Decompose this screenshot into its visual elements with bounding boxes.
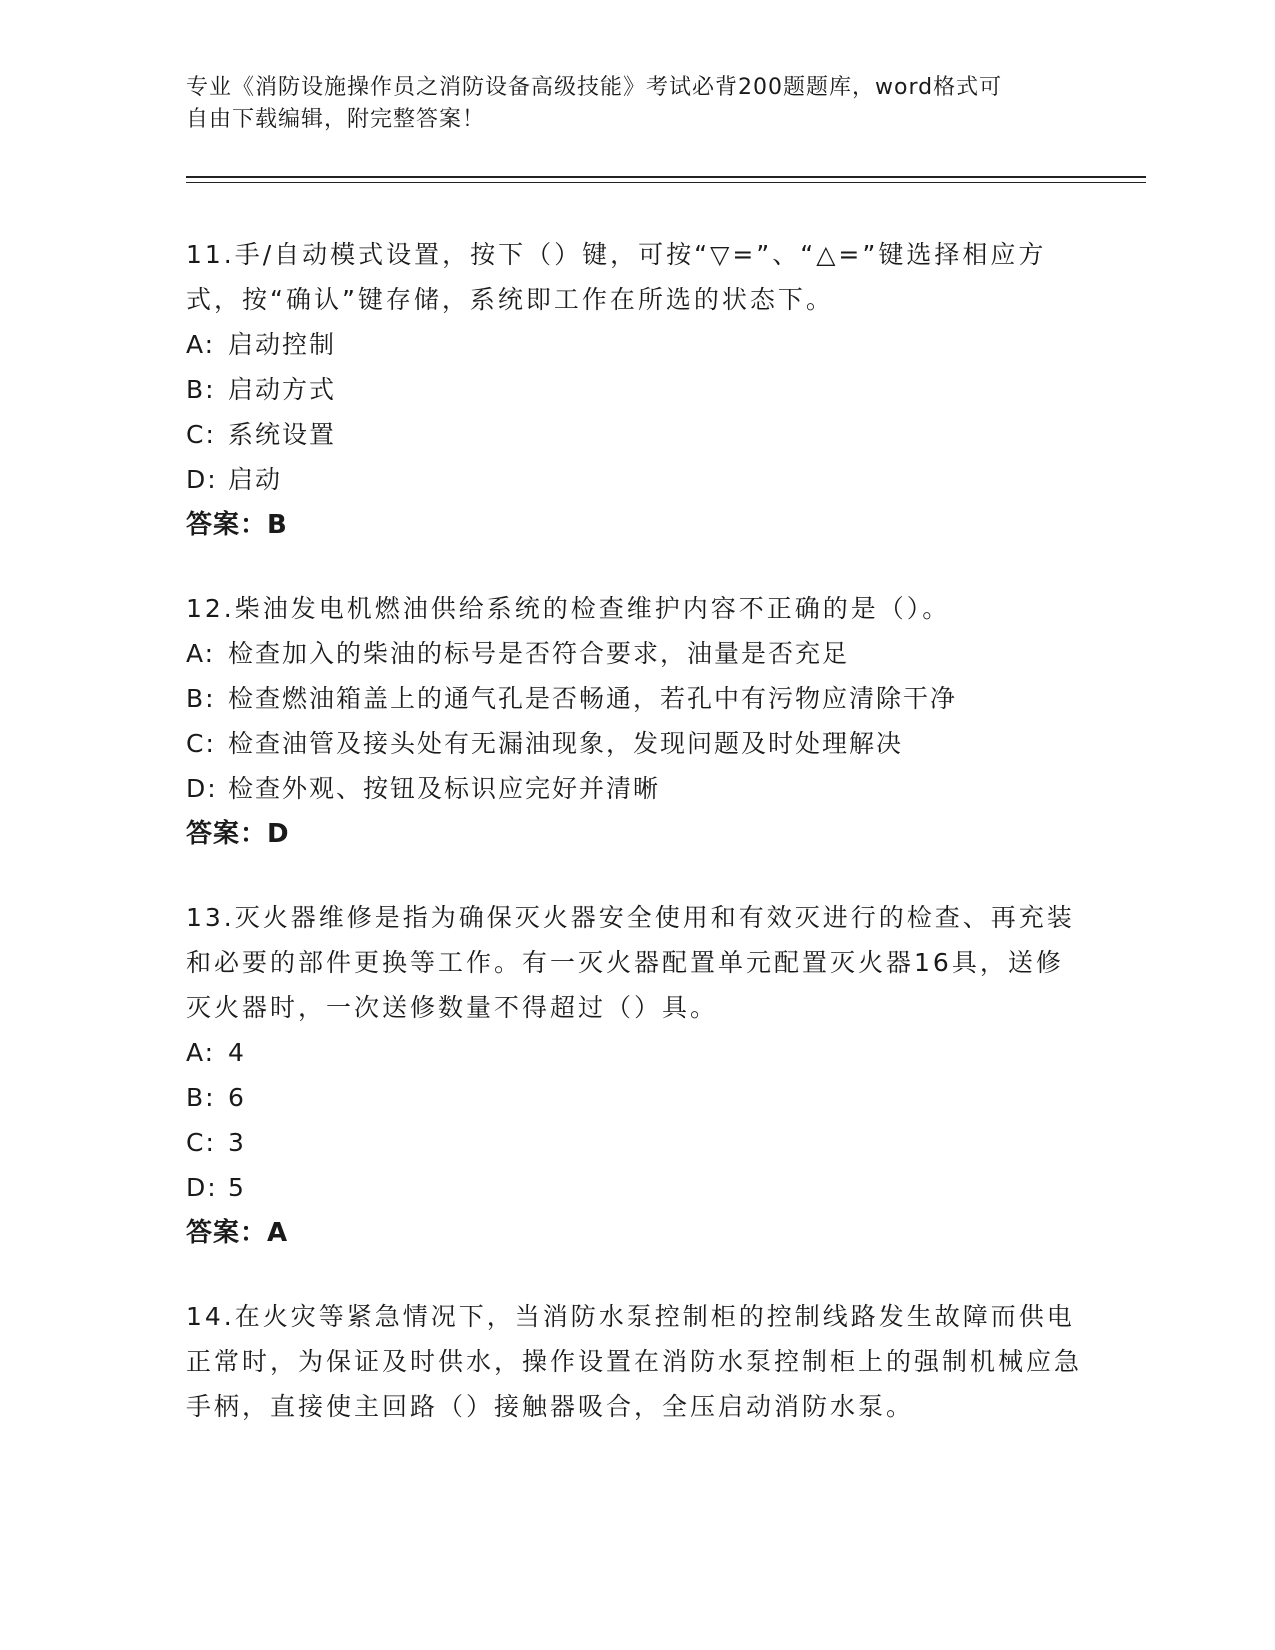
option-key: C: (186, 420, 216, 449)
question-13 (186, 895, 1086, 1256)
question-14 (186, 1294, 1086, 1429)
header-line-1: 专业《消防设施操作员之消防设备高级技能》考试必背200题题库，word格式可 (186, 75, 1003, 100)
option-text: 启动控制 (228, 330, 337, 359)
option-a (186, 1030, 1086, 1075)
option-key: A: (186, 1038, 216, 1067)
question-stem: 11.手/自动模式设置，按下（）键，可按“▽=”、“△=”键选择相应方式，按“确认”键存储，系统即工作在所选的状态下。 (186, 240, 1047, 314)
option-text: 5 (228, 1173, 246, 1202)
option-b (186, 676, 1086, 721)
option-key: C: (186, 729, 216, 758)
option-text: 启动 (228, 465, 283, 494)
option-text: 系统设置 (228, 420, 337, 449)
option-d (186, 1165, 1086, 1210)
option-text: 启动方式 (228, 375, 337, 404)
option-key: D: (186, 774, 218, 803)
option-key: A: (186, 330, 216, 359)
option-b (186, 367, 1086, 412)
option-key: B: (186, 375, 216, 404)
option-key: B: (186, 684, 216, 713)
option-a (186, 322, 1086, 367)
option-text: 检查油管及接头处有无漏油现象，发现问题及时处理解决 (228, 729, 904, 758)
option-c (186, 721, 1086, 766)
option-text: 检查燃油箱盖上的通气孔是否畅通，若孔中有污物应清除干净 (228, 684, 958, 713)
option-d (186, 457, 1086, 502)
question-11 (186, 232, 1086, 548)
option-d (186, 766, 1086, 811)
question-stem: 12.柴油发电机燃油供给系统的检查维护内容不正确的是（）。 (186, 594, 951, 623)
answer: 答案：B (186, 510, 288, 540)
option-key: B: (186, 1083, 216, 1112)
option-c (186, 412, 1086, 457)
question-list (186, 232, 1086, 1467)
option-c (186, 1120, 1086, 1165)
option-text: 6 (228, 1083, 246, 1112)
option-key: C: (186, 1128, 216, 1157)
option-text: 3 (228, 1128, 246, 1157)
option-key: D: (186, 465, 218, 494)
question-12 (186, 586, 1086, 857)
answer: 答案：D (186, 819, 290, 849)
option-a (186, 631, 1086, 676)
question-stem: 14.在火灾等紧急情况下，当消防水泵控制柜的控制线路发生故障而供电正常时，为保证及时供水，操作设置在消防水泵控制柜上的强制机械应急手柄，直接使主回路（）接触器吸合，全压启动消防水泵。 (186, 1302, 1083, 1421)
option-key: D: (186, 1173, 218, 1202)
header-divider (186, 176, 1146, 178)
answer: 答案：A (186, 1218, 289, 1248)
header-line-2: 自由下载编辑，附完整答案！ (186, 107, 486, 132)
option-text: 检查加入的柴油的标号是否符合要求，油量是否充足 (228, 639, 850, 668)
option-text: 4 (228, 1038, 246, 1067)
option-b (186, 1075, 1086, 1120)
question-stem: 13.灭火器维修是指为确保灭火器安全使用和有效灭进行的检查、再充装和必要的部件更换等工作。有一灭火器配置单元配置灭火器16具，送修灭火器时，一次送修数量不得超过（）具。 (186, 903, 1075, 1022)
option-text: 检查外观、按钮及标识应完好并清晰 (228, 774, 661, 803)
document-header (186, 72, 1086, 136)
header-divider-thin (186, 182, 1146, 183)
option-key: A: (186, 639, 216, 668)
